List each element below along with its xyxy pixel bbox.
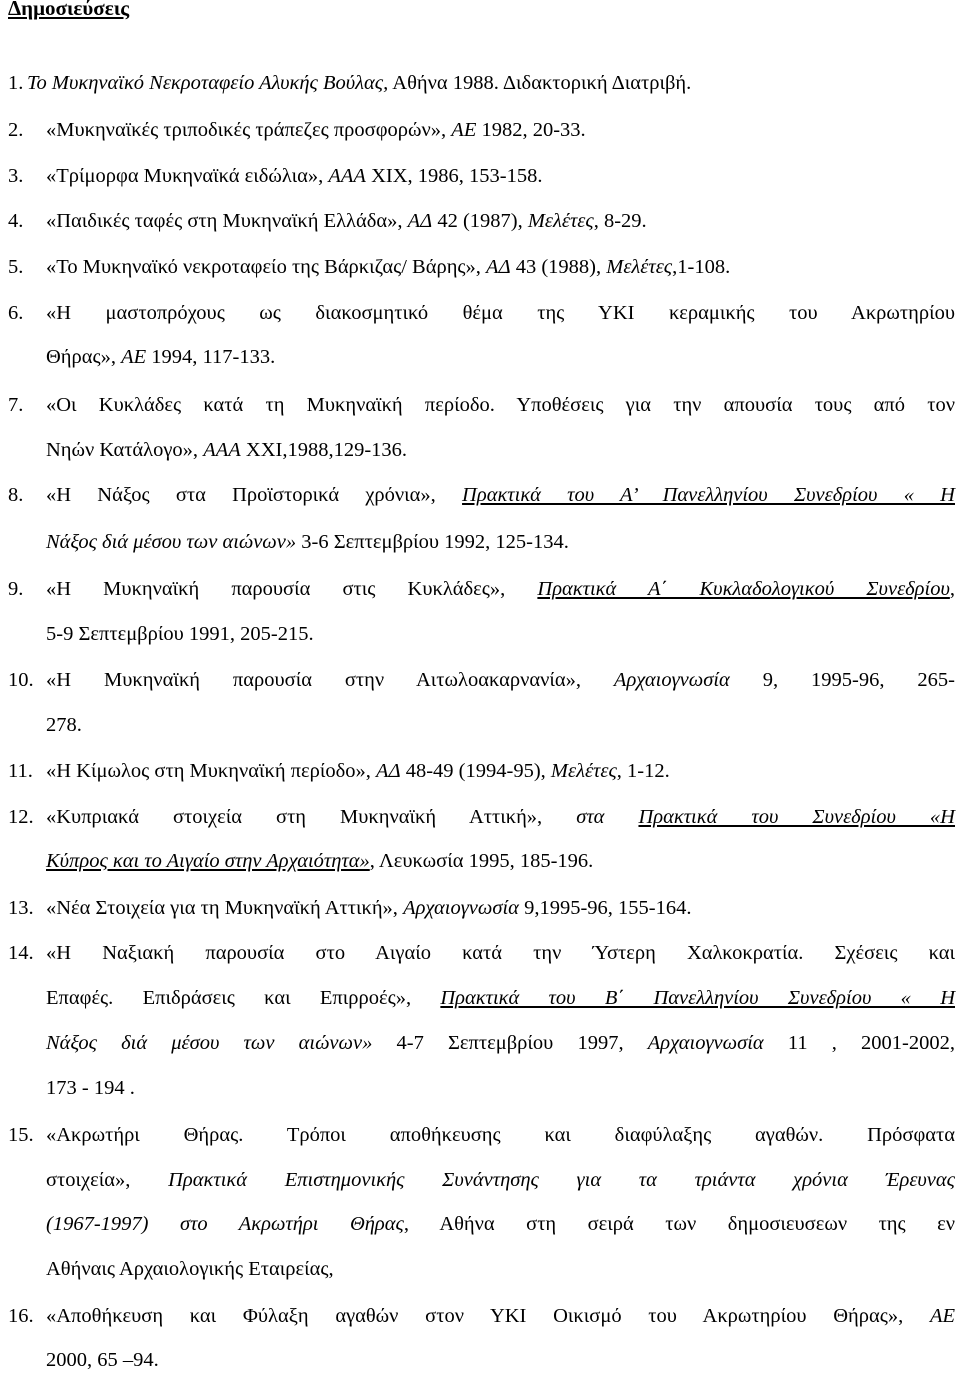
text-segment: «Τρίμορφα Μυκηναϊκά ειδώλια»,	[46, 165, 329, 187]
publication-line	[46, 1345, 159, 1375]
publication-line	[46, 206, 647, 236]
publication-line	[46, 527, 569, 557]
item-number: 7.	[8, 394, 24, 416]
text-segment: «Νέα Στοιχεία για τη Μυκηναϊκή Αττική»,	[46, 897, 404, 919]
italic-text: Πρακτικά Α΄ Κυκλαδολογικού Συνεδρίου	[537, 578, 950, 600]
italic-text: Αρχαιογνωσία	[613, 669, 730, 691]
item-number: 13.	[8, 897, 34, 919]
text-segment: 5-9 Σεπτεμβρίου 1991, 205-215.	[46, 623, 314, 645]
publication-line	[46, 298, 955, 328]
italic-text: Μελέτες	[550, 760, 617, 782]
italic-text: (1967-1997) στο Ακρωτήρι Θήρας	[46, 1213, 404, 1235]
item-number: 6.	[8, 302, 24, 324]
text-segment: «Μυκηναϊκές τριποδικές τράπεζες προσφορών»,	[46, 119, 452, 141]
italic-text: Πρακτικά του Β΄ Πανελληνίου Συνεδρίου « Η	[440, 987, 955, 1009]
publication-line	[46, 480, 955, 510]
italic-text: ΑΕ	[121, 346, 147, 368]
text-segment: «Η Κίμωλος στη Μυκηναϊκή περίοδο»,	[46, 760, 377, 782]
text-segment: , 1-12.	[616, 760, 670, 782]
item-number: 16.	[8, 1305, 34, 1327]
italic-text: Το Μυκηναϊκό Νεκροταφείο Αλυκής Βούλας,	[27, 72, 389, 94]
publication-line	[46, 1120, 955, 1150]
publication-line	[46, 1301, 955, 1331]
text-segment: «Ακρωτήρι Θήρας. Τρόποι αποθήκευσης και διαφύλαξης αγαθών. Πρόσφατα	[46, 1124, 955, 1146]
italic-text: Πρακτικά του Α’ Πανελληνίου Συνεδρίου « Η	[462, 484, 955, 506]
publication-line	[46, 983, 955, 1013]
italic-text: Αρχαιογνωσία	[647, 1032, 764, 1054]
text-segment: ΧΙΧ, 1986, 153-158.	[365, 165, 543, 187]
item-number: 9.	[8, 578, 24, 600]
italic-text: Πρακτικά του Συνεδρίου «Η	[638, 806, 955, 828]
italic-text: Μελέτες	[527, 210, 594, 232]
text-segment: «Η Νάξος στα Προϊστορικά χρόνια»,	[46, 484, 463, 506]
item-number: 10.	[8, 669, 34, 691]
publication-line	[46, 665, 955, 695]
text-segment: «Το Μυκηναϊκό νεκροταφείο της Βάρκιζας/ Βάρης»,	[46, 256, 487, 278]
item-number: 8.	[8, 484, 24, 506]
publication-line	[46, 619, 314, 649]
text-segment: 3-6 Σεπτεμβρίου 1992, 125-134.	[296, 531, 569, 553]
italic-text: Αρχαιογνωσία	[403, 897, 519, 919]
text-segment: «Αποθήκευση και Φύλαξη αγαθών στον ΥΚΙ Οικισμό του Ακρωτηρίου Θήρας»,	[46, 1305, 930, 1327]
text-segment: 9, 1995-96, 265-	[729, 669, 956, 691]
publication-line	[46, 938, 955, 968]
publication-line	[46, 252, 730, 282]
publication-line	[46, 1028, 955, 1058]
publication-line	[46, 435, 407, 465]
italic-text: ΑΕ	[451, 119, 477, 141]
italic-text: Πρακτικά Επιστημονικής Συνάντησης για τα τριάντα χρόνια Έρευνας	[168, 1169, 955, 1191]
publication-line	[46, 710, 82, 740]
italic-text: ΑΔ	[486, 256, 511, 278]
italic-text: ΑΕ	[929, 1305, 955, 1327]
text-segment: 43 (1988),	[510, 256, 607, 278]
italic-text: Κύπρος και το Αιγαίο στην Αρχαιότητα»	[46, 850, 370, 872]
publication-line	[46, 161, 542, 191]
item-number: 3.	[8, 165, 24, 187]
publication-line	[46, 342, 275, 372]
text-segment: «Κυπριακά στοιχεία στη Μυκηναϊκή Αττική»,	[46, 806, 577, 828]
italic-text: ΑΑΑ	[328, 165, 366, 187]
text-segment: 2000, 65 –94.	[46, 1349, 159, 1371]
text-segment: «Οι Κυκλάδες κατά τη Μυκηναϊκή περίοδο. Υποθέσεις για την απουσία τους από τον	[46, 394, 955, 416]
text-segment: , Αθήνα στη σειρά των δημοσιευσεων της εν	[403, 1213, 955, 1235]
italic-text: στα	[576, 806, 639, 828]
publication-line	[46, 802, 955, 832]
publication-line	[46, 390, 955, 420]
publication-line	[46, 1165, 955, 1195]
text-segment: «Παιδικές ταφές στη Μυκηναϊκή Ελλάδα»,	[46, 210, 408, 232]
text-segment: ,1-108.	[672, 256, 731, 278]
text-segment: Αθήνα 1988. Διδακτορική Διατριβή.	[388, 72, 692, 94]
text-segment: ,	[949, 578, 955, 600]
item-number: 1.	[8, 72, 24, 94]
text-segment: 48-49 (1994-95),	[400, 760, 551, 782]
text-segment: «Η Ναξιακή παρουσία στο Αιγαίο κατά την Ύστερη Χαλκοκρατία. Σχέσεις και	[46, 942, 955, 964]
text-segment: , Λευκωσία 1995, 185-196.	[369, 850, 594, 872]
item-number: 5.	[8, 256, 24, 278]
publication-line	[46, 756, 670, 786]
publication-line	[46, 846, 593, 876]
text-segment: 4-7 Σεπτεμβρίου 1997,	[372, 1032, 648, 1054]
text-segment: 9,1995-96, 155-164.	[518, 897, 692, 919]
publication-line	[46, 1073, 135, 1103]
text-segment: «Η Μυκηναϊκή παρουσία στην Αιτωλοακαρνανία»,	[46, 669, 614, 691]
publication-line	[46, 1209, 955, 1239]
text-segment: Αθήναις Αρχαιολογικής Εταιρείας,	[46, 1258, 334, 1280]
italic-text: ΑΔ	[407, 210, 433, 232]
text-segment: 1982, 20-33.	[476, 119, 586, 141]
item-number: 11.	[8, 760, 33, 782]
publication-line	[46, 893, 691, 923]
italic-text: Μελέτες	[606, 256, 673, 278]
text-segment: «Η μαστοπρόχους ως διακοσμητικό θέμα της ΥΚΙ κεραμικής του Ακρωτηρίου	[46, 302, 955, 324]
italic-text: Νάξος διά μέσου των αιώνων»	[46, 1032, 373, 1054]
item-number: 4.	[8, 210, 24, 232]
text-segment: 1994, 117-133.	[146, 346, 276, 368]
page-title: Δημοσιεύσεις	[8, 0, 130, 20]
publication-line	[46, 115, 586, 145]
publication-line	[46, 574, 955, 604]
text-segment: 278.	[46, 714, 82, 736]
text-segment: 42 (1987),	[432, 210, 528, 232]
publication-line	[46, 1254, 334, 1284]
text-segment: στοιχεία»,	[46, 1169, 169, 1191]
publication-line	[27, 68, 691, 98]
italic-text: ΑΑΑ	[203, 439, 241, 461]
text-segment: «Η Μυκηναϊκή παρουσία στις Κυκλάδες»,	[46, 578, 538, 600]
text-segment: Επαφές. Επιδράσεις και Επιρροές»,	[46, 987, 441, 1009]
text-segment: 173 - 194 .	[46, 1077, 135, 1099]
text-segment: , 8-29.	[593, 210, 647, 232]
text-segment: ΧΧΙ,1988,129-136.	[240, 439, 408, 461]
item-number: 2.	[8, 119, 24, 141]
text-segment: Νηών Κατάλογο»,	[46, 439, 204, 461]
text-segment: 11 , 2001-2002,	[763, 1032, 955, 1054]
text-segment: Θήρας»,	[46, 346, 122, 368]
item-number: 15.	[8, 1124, 34, 1146]
item-number: 12.	[8, 806, 34, 828]
italic-text: ΑΔ	[376, 760, 401, 782]
italic-text: Νάξος διά μέσου των αιώνων»	[46, 531, 297, 553]
item-number: 14.	[8, 942, 34, 964]
